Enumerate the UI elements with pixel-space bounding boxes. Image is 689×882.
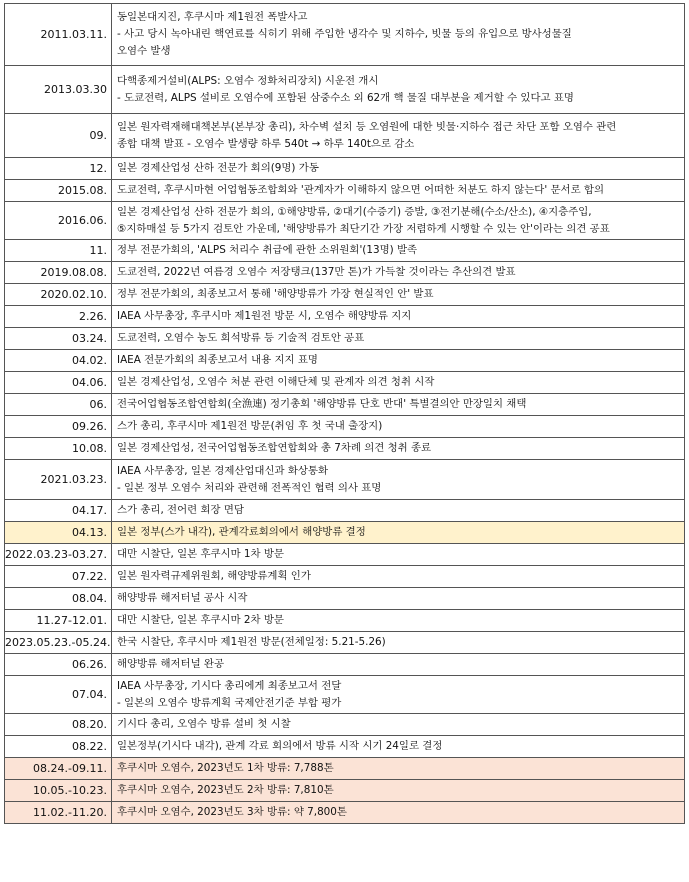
timeline-table bbox=[4, 3, 685, 824]
row-date: 04.17. bbox=[5, 500, 112, 522]
event-line: 해양방류 해저터널 완공 bbox=[117, 658, 224, 670]
event-line: 후쿠시마 오염수, 2023년도 3차 방류: 약 7,800톤 bbox=[117, 806, 347, 818]
event-line: IAEA 사무총장, 일본 경제산업대신과 화상통화 bbox=[117, 464, 328, 477]
timeline-row bbox=[5, 522, 685, 544]
row-event bbox=[112, 632, 685, 654]
row-event bbox=[112, 114, 685, 158]
event-line: 대만 시찰단, 일본 후쿠시마 1차 방문 bbox=[117, 548, 284, 560]
row-event bbox=[112, 802, 685, 824]
timeline-row bbox=[5, 416, 685, 438]
row-date: 07.04. bbox=[5, 676, 112, 714]
timeline-row bbox=[5, 566, 685, 588]
timeline-row bbox=[5, 114, 685, 158]
event-line: 정부 전문가회의, 최종보고서 통해 '해양방류가 가장 현실적인 안' 발표 bbox=[117, 288, 434, 300]
timeline-row bbox=[5, 460, 685, 500]
row-date: 2016.06. bbox=[5, 202, 112, 240]
row-date: 11.02.-11.20. bbox=[5, 802, 112, 824]
event-line: 대만 시찰단, 일본 후쿠시마 2차 방문 bbox=[117, 614, 284, 626]
row-event bbox=[112, 736, 685, 758]
row-date: 2.26. bbox=[5, 306, 112, 328]
timeline-body bbox=[5, 4, 685, 824]
timeline-row bbox=[5, 438, 685, 460]
event-line: 기시다 총리, 오염수 방류 설비 첫 시찰 bbox=[117, 718, 291, 730]
event-line: 한국 시찰단, 후쿠시마 제1원전 방문(전체일정: 5.21-5.26) bbox=[117, 636, 386, 648]
row-date: 2021.03.23. bbox=[5, 460, 112, 500]
timeline-row bbox=[5, 780, 685, 802]
timeline-row bbox=[5, 588, 685, 610]
row-date: 2019.08.08. bbox=[5, 262, 112, 284]
row-event bbox=[112, 306, 685, 328]
row-event bbox=[112, 202, 685, 240]
row-date: 06. bbox=[5, 394, 112, 416]
row-event bbox=[112, 416, 685, 438]
event-line: 동일본대지진, 후쿠시마 제1원전 폭발사고 bbox=[117, 11, 308, 23]
timeline-row bbox=[5, 372, 685, 394]
timeline-row bbox=[5, 610, 685, 632]
row-date: 2013.03.30 bbox=[5, 66, 112, 114]
row-date: 08.20. bbox=[5, 714, 112, 736]
event-line: 일본 원자력재해대책본부(본부장 총리), 차수벽 설치 등 오염원에 대한 빗물·지하수 접근 차단 포함 오염수 관련 bbox=[117, 120, 617, 133]
row-date: 10.05.-10.23. bbox=[5, 780, 112, 802]
row-date: 08.24.-09.11. bbox=[5, 758, 112, 780]
event-line: 일본 경제산업성 산하 전문가 회의, ①해양방류, ②대기(수증기) 증발, ③전기분해(수소/산소), ④지층주입, bbox=[117, 205, 592, 218]
row-event bbox=[112, 438, 685, 460]
timeline-row bbox=[5, 654, 685, 676]
row-event bbox=[112, 240, 685, 262]
row-date: 09.26. bbox=[5, 416, 112, 438]
row-date: 11. bbox=[5, 240, 112, 262]
event-line: - 일본의 오염수 방류계획 국제안전기준 부합 평가 bbox=[117, 696, 342, 709]
event-line: 일본 경제산업성 산하 전문가 회의(9명) 가동 bbox=[117, 162, 319, 174]
row-date: 04.02. bbox=[5, 350, 112, 372]
event-line: - 일본 정부 오염수 처리와 관련해 전폭적인 협력 의사 표명 bbox=[117, 481, 382, 494]
row-event bbox=[112, 262, 685, 284]
row-event bbox=[112, 158, 685, 180]
timeline-row bbox=[5, 350, 685, 372]
event-line: 오염수 발생 bbox=[117, 45, 171, 57]
timeline-row bbox=[5, 306, 685, 328]
timeline-row bbox=[5, 544, 685, 566]
event-line: 스가 총리, 전어련 회장 면담 bbox=[117, 504, 244, 516]
row-date: 2020.02.10. bbox=[5, 284, 112, 306]
row-event bbox=[112, 66, 685, 114]
row-event bbox=[112, 500, 685, 522]
event-line: 일본 경제산업성, 전국어업협동조합연합회와 총 7차례 의견 청취 종료 bbox=[117, 442, 432, 454]
event-line: 일본 정부(스가 내각), 관계각료회의에서 해양방류 결정 bbox=[117, 526, 366, 538]
event-line: ⑤지하매설 등 5가지 검토안 가운데, '해양방류가 최단기간 가장 저렴하게 시행할 수 있는 안'이라는 의견 공표 bbox=[117, 222, 610, 235]
event-line: 도쿄전력, 오염수 농도 희석방류 등 기술적 검토안 공표 bbox=[117, 332, 365, 344]
event-line: 정부 전문가회의, 'ALPS 처리수 취급에 관한 소위원회'(13명) 발족 bbox=[117, 244, 418, 256]
event-line: 종합 대책 발표 - 오염수 발생량 하루 540t → 하루 140t으로 감소 bbox=[117, 137, 415, 150]
row-event bbox=[112, 4, 685, 66]
row-event bbox=[112, 460, 685, 500]
event-line: 스가 총리, 후쿠시마 제1원전 방문(취임 후 첫 국내 출장지) bbox=[117, 420, 383, 432]
timeline-row bbox=[5, 632, 685, 654]
event-line: 전국어업협동조합연합회(全漁連) 정기총회 '해양방류 단호 반대' 특별결의안 만장일치 채택 bbox=[117, 398, 527, 410]
event-line: - 사고 당시 녹아내린 핵연료를 식히기 위해 주입한 냉각수 및 지하수, 빗물 등의 유입으로 방사성물질 bbox=[117, 28, 572, 40]
row-event bbox=[112, 284, 685, 306]
row-event bbox=[112, 610, 685, 632]
row-date: 03.24. bbox=[5, 328, 112, 350]
timeline-row bbox=[5, 4, 685, 66]
timeline-row bbox=[5, 158, 685, 180]
timeline-row bbox=[5, 736, 685, 758]
event-line: IAEA 전문가회의 최종보고서 내용 지지 표명 bbox=[117, 354, 318, 366]
timeline-row bbox=[5, 500, 685, 522]
row-event bbox=[112, 544, 685, 566]
row-date: 2022.03.23-03.27. bbox=[5, 544, 112, 566]
event-line: 다핵종제거설비(ALPS: 오염수 정화처리장치) 시운전 개시 bbox=[117, 74, 379, 87]
event-line: 해양방류 해저터널 공사 시작 bbox=[117, 592, 248, 604]
timeline-row bbox=[5, 394, 685, 416]
event-line: - 도쿄전력, ALPS 설비로 오염수에 포함된 삼중수소 외 62개 핵 물질 대부분을 제거할 수 있다고 표명 bbox=[117, 91, 574, 104]
timeline-row bbox=[5, 758, 685, 780]
timeline-row bbox=[5, 284, 685, 306]
row-date: 04.06. bbox=[5, 372, 112, 394]
event-line: IAEA 사무총장, 기시다 총리에게 최종보고서 전달 bbox=[117, 679, 342, 692]
row-event bbox=[112, 328, 685, 350]
row-event bbox=[112, 394, 685, 416]
event-line: 후쿠시마 오염수, 2023년도 1차 방류: 7,788톤 bbox=[117, 762, 334, 774]
timeline-row bbox=[5, 66, 685, 114]
timeline-row bbox=[5, 714, 685, 736]
row-event bbox=[112, 588, 685, 610]
event-line: 일본 경제산업성, 오염수 처분 관련 이해단체 및 관계자 의견 청취 시작 bbox=[117, 376, 435, 388]
row-event bbox=[112, 758, 685, 780]
timeline-row bbox=[5, 328, 685, 350]
event-line: 후쿠시마 오염수, 2023년도 2차 방류: 7,810톤 bbox=[117, 784, 334, 796]
row-date: 08.04. bbox=[5, 588, 112, 610]
timeline-row bbox=[5, 676, 685, 714]
row-date: 04.13. bbox=[5, 522, 112, 544]
event-line: 일본 원자력규제위원회, 해양방류계획 인가 bbox=[117, 570, 311, 582]
row-date: 07.22. bbox=[5, 566, 112, 588]
event-line: 도쿄전력, 2022년 여름경 오염수 저장탱크(137만 톤)가 가득찰 것이라는 추산의견 발표 bbox=[117, 266, 516, 278]
row-event bbox=[112, 372, 685, 394]
event-line: 도쿄전력, 후쿠시마현 어업협동조합회와 '관계자가 이해하지 않으면 어떠한 처분도 하지 않는다' 문서로 합의 bbox=[117, 184, 604, 196]
timeline-row bbox=[5, 802, 685, 824]
row-date: 2011.03.11. bbox=[5, 4, 112, 66]
row-date: 2023.05.23.-05.24. bbox=[5, 632, 112, 654]
timeline-row bbox=[5, 202, 685, 240]
row-event bbox=[112, 676, 685, 714]
row-date: 2015.08. bbox=[5, 180, 112, 202]
row-date: 10.08. bbox=[5, 438, 112, 460]
timeline-row bbox=[5, 180, 685, 202]
row-date: 08.22. bbox=[5, 736, 112, 758]
row-event bbox=[112, 714, 685, 736]
row-event bbox=[112, 780, 685, 802]
event-line: IAEA 사무총장, 후쿠시마 제1원전 방문 시, 오염수 해양방류 지지 bbox=[117, 310, 412, 322]
row-event bbox=[112, 566, 685, 588]
row-date: 11.27-12.01. bbox=[5, 610, 112, 632]
row-event bbox=[112, 654, 685, 676]
timeline-row bbox=[5, 262, 685, 284]
row-event bbox=[112, 522, 685, 544]
row-date: 06.26. bbox=[5, 654, 112, 676]
row-event bbox=[112, 350, 685, 372]
event-line: 일본정부(기시다 내각), 관계 각료 회의에서 방류 시작 시기 24일로 결정 bbox=[117, 740, 443, 752]
row-event bbox=[112, 180, 685, 202]
row-date: 09. bbox=[5, 114, 112, 158]
row-date: 12. bbox=[5, 158, 112, 180]
timeline-row bbox=[5, 240, 685, 262]
